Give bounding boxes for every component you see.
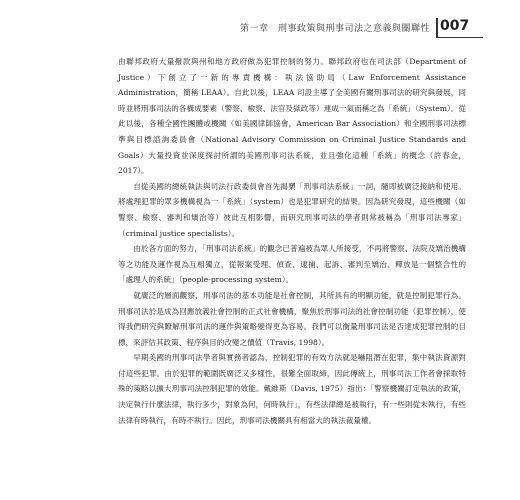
chapter-title: 第一章 刑事政策與刑事司法之意義與關聯性 [239,24,430,34]
page-number: 007 [440,18,470,34]
paragraph: 早期美國的刑事司法學者與實務者認為，控制犯罪的有效方法就是嚇阻潛在犯罪，集中執法資源對付這些犯罪。由於犯罪的範圍既廣泛又多樣性，很難全面取締，因此傳統上，刑事司法工作者會採取特殊的策略以擴大刑事司法控制犯罪的效能。戴維斯（Davis, 1975）指出：「警察機關訂定執法的政策，決定執行什麼法律，執行多少，對象為何，何時執行」，有些法律總是被執行，有一些則從未執行，有些法律有時執行，有時不執行。因此，刑事司法機關具有相當大的執法裁量權。 [118,353,466,425]
paragraph: 就廣泛的層面觀察，刑事司法的基本功能是社會控制，其所具有的明顯功能，就是控制犯罪行為。刑事司法於是成為回應放義社會控制的正式社會機構，聚焦於刑事司法的社會控制功能（犯罪控制），使得我們研究與瞭解刑事司法的運作與策略變得更為容易。我們可以衡量刑事司法是否達成犯罪控制的目標，來評估其政策、程序與目的改變之價值（Travis, 1998）。 [118,290,466,347]
body-text [118,54,466,428]
paragraph: 自從美國的總統執法與司法行政委員會首先揭櫫「刑事司法系統」一詞，隨即被廣泛接納和使用。將處理犯罪的眾多機構視為一「系統」（system）也是犯罪研究的結果。因為研究發現，這些機關（如警察、檢察、審判和矯治等）彼此互相影響，而研究刑事司法的學者則常被稱為「刑事司法專家」（criminal justice specialists）。 [118,181,466,238]
running-header [0,18,520,40]
paragraph: 由於各方面的努力，「刑事司法系統」的觀念已普遍被為眾人所接受，不再將警察、法院及矯治機構等之功能及運作視為互相獨立，從報案受理、偵查、逮捕、起訴、審判至矯治、釋放是一個整合性的「處理人的系統」（people-processing system）。 [118,244,466,285]
paragraph: 由聯邦政府大量撥款與州和地方政府做為犯罪控制的努力。聯邦政府也在司法部（Department of Justice）下創立了一新的專責機構：執法協助局（Law Enforcement Assistance Administration，簡稱 LEAA）。自此以後，LEAA 司設主導了全美國有關刑事司法的研究與發展，同時並將刑事司法的各構成要素（警察、檢察、法官及獄政等）連成一氣而稱之為「系統」（System）。從此以後，各種全國性團體或機關（如美國律師協會，American Bar Association）和全國刑事司法標準與目標諮詢委員會（National Advisory Commission on Criminal Justice Standards and Goals）大量投資並深度探討所謂的美國刑事司法系統，並且強化這種「系統」的概念（許春金，2017）。 [118,57,466,176]
